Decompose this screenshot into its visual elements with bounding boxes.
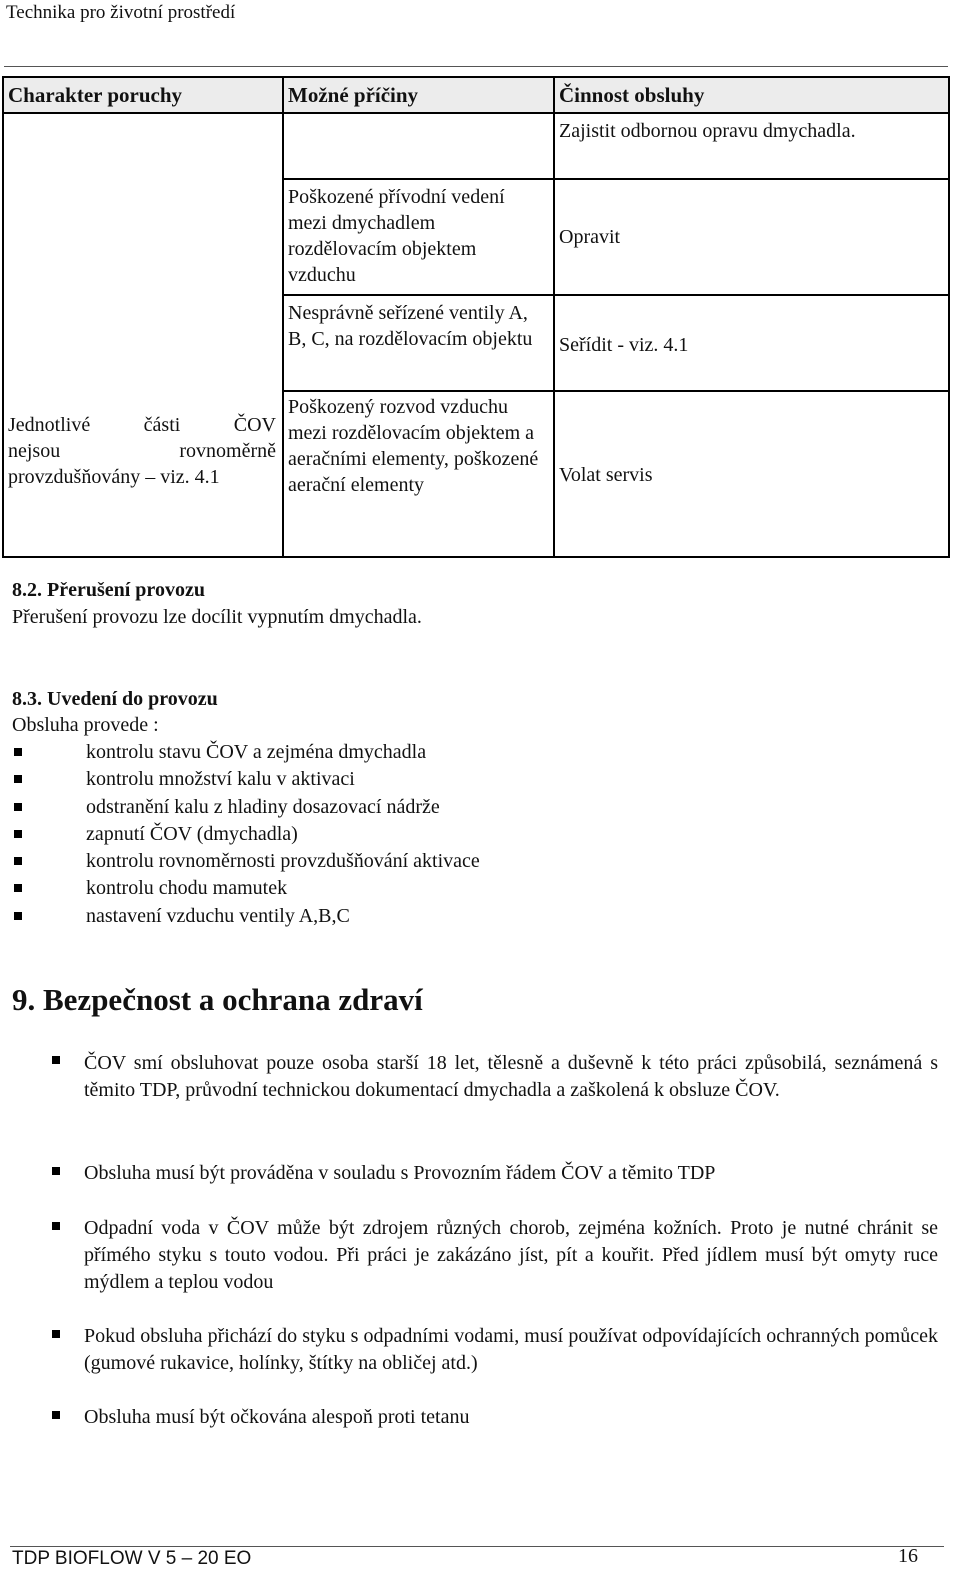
cause-cell: Poškozený rozvod vzduchu mezi rozdělovacím objektem a aeračními elementy, poškozené aerační elementy <box>283 391 554 557</box>
document-header-title: Technika pro životní prostředí <box>6 2 236 23</box>
list-item: kontrolu rovnoměrnosti provzdušňování aktivace <box>12 848 480 875</box>
section-8-2-text: Přerušení provozu lze docílit vypnutím dmychadla. <box>12 606 422 628</box>
bullet-square-icon <box>52 1056 60 1064</box>
startup-checklist <box>12 739 480 930</box>
bullet-square-icon <box>52 1330 60 1338</box>
footer-document-id: TDP BIOFLOW V 5 – 20 EO <box>12 1548 252 1569</box>
list-item: zapnutí ČOV (dmychadla) <box>12 821 480 848</box>
action-cell: Opravit <box>554 179 949 295</box>
cause-cell: Poškozené přívodní vedení mezi dmychadlem rozdělovacím objektem vzduchu <box>283 179 554 295</box>
cause-cell <box>283 113 554 179</box>
safety-paragraph: Obsluha musí být prováděna v souladu s Provozním řádem ČOV a těmito TDP <box>84 1162 716 1184</box>
action-cell: Seřídit - viz. 4.1 <box>554 295 949 391</box>
cause-cell: Nesprávně seřízené ventily A, B, C, na rozdělovacím objektu <box>283 295 554 391</box>
list-item: kontrolu stavu ČOV a zejména dmychadla <box>12 739 480 766</box>
fault-line: provzdušňovány – viz. 4.1 <box>8 466 220 488</box>
bullet-square-icon <box>52 1222 60 1230</box>
header-divider <box>4 66 948 67</box>
section-9-heading: 9. Bezpečnost a ochrana zdraví <box>12 982 423 1017</box>
column-header-actions: Činnost obsluhy <box>554 77 949 113</box>
list-item: kontrolu množství kalu v aktivaci <box>12 766 480 793</box>
column-header-fault: Charakter poruchy <box>3 77 283 113</box>
footer-divider <box>10 1546 944 1547</box>
safety-paragraph: Odpadní voda v ČOV může být zdrojem různých chorob, zejména kožních. Proto je nutné chránit se přímého styku s touto vodou. Při práci je zakázáno jíst, pít a kouřit. Před jídlem musí být omyty ruce mýdlem a teplou vodou <box>84 1217 938 1293</box>
list-item: kontrolu chodu mamutek <box>12 875 480 902</box>
fault-line: Jednotlivé části ČOV <box>8 414 276 436</box>
table-row <box>3 113 949 179</box>
safety-paragraph: Pokud obsluha přichází do styku s odpadními vodami, musí používat odpovídajících ochranných pomůcek (gumové rukavice, holínky, štítky na obličej atd.) <box>84 1325 938 1374</box>
page-number: 16 <box>898 1545 918 1567</box>
list-item: odstranění kalu z hladiny dosazovací nádrže <box>12 794 480 821</box>
safety-paragraph: ČOV smí obsluhovat pouze osoba starší 18 let, tělesně a duševně k této práci způsobilá, seznámená s těmito TDP, průvodní technickou dokumentací dmychadla a zaškolená k obsluze ČOV. <box>84 1052 938 1101</box>
bullet-square-icon <box>52 1167 60 1175</box>
section-8-3-heading: 8.3. Uvedení do provozu <box>12 688 218 710</box>
bullet-square-icon <box>52 1411 60 1419</box>
action-cell: Volat servis <box>554 391 949 557</box>
section-8-2-heading: 8.2. Přerušení provozu <box>12 579 205 601</box>
safety-paragraph: Obsluha musí být očkována alespoň proti tetanu <box>84 1406 470 1428</box>
list-item: nastavení vzduchu ventily A,B,C <box>12 903 480 930</box>
table-header-row <box>3 77 949 113</box>
fault-line: nejsou rovnoměrně <box>8 440 276 462</box>
fault-table <box>2 76 950 558</box>
section-8-3-intro: Obsluha provede : <box>12 714 159 736</box>
column-header-causes: Možné příčiny <box>283 77 554 113</box>
fault-cell <box>3 113 283 557</box>
action-cell: Zajistit odbornou opravu dmychadla. <box>554 113 949 179</box>
